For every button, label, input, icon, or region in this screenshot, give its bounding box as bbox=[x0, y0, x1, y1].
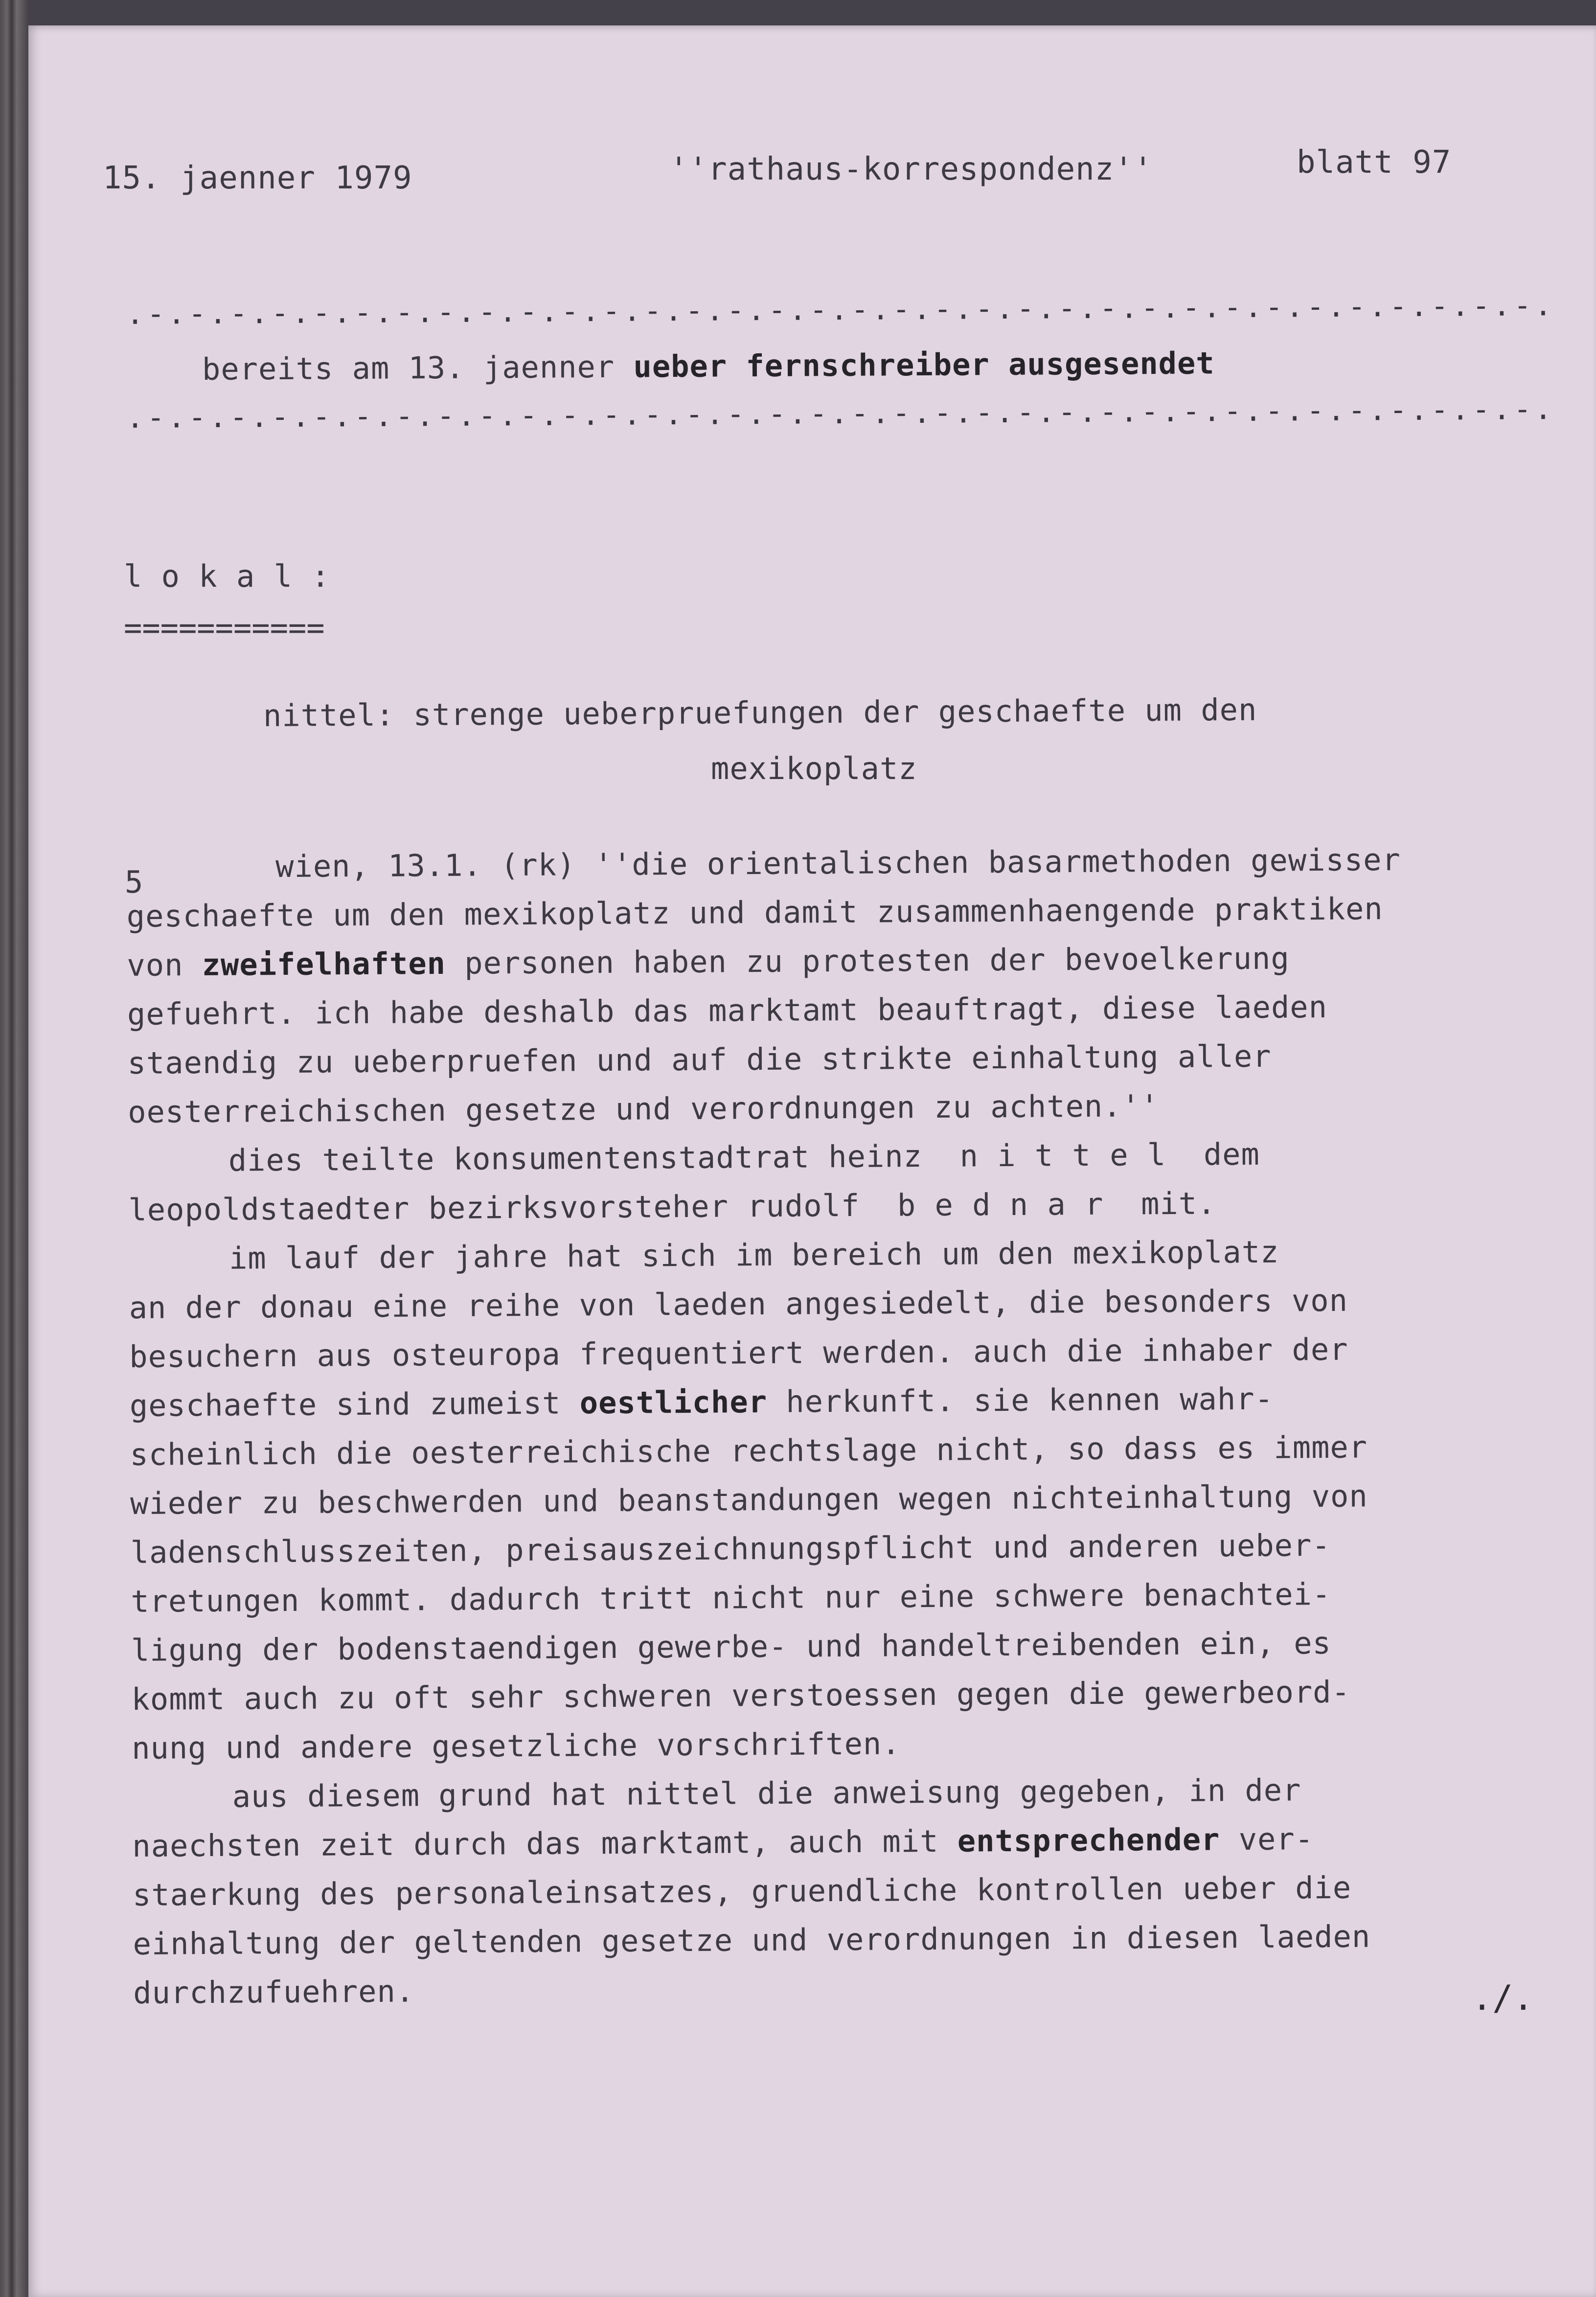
section-heading: l o k a l : bbox=[124, 558, 330, 594]
notice-text-bold: ueber fernschreiber ausgesendet bbox=[633, 345, 1215, 385]
body-line: staerkung des personaleinsatzes, gruendliche kontrollen ueber die bbox=[132, 1869, 1352, 1913]
body-line: leopoldstaedter bezirksvorsteher rudolf b e d n a r mit. bbox=[128, 1185, 1216, 1228]
body-text: geschaefte sind zumeist bbox=[129, 1385, 580, 1424]
body-line: an der donau eine reihe von laeden angesiedelt, die besonders von bbox=[129, 1282, 1348, 1326]
body-text: personen haben zu protesten der bevoelkerung bbox=[445, 940, 1290, 982]
body-text-bold: oestlicher bbox=[579, 1384, 768, 1421]
body-line: staendig zu ueberpruefen und auf die strikte einhaltung aller bbox=[127, 1038, 1272, 1081]
typewritten-page bbox=[28, 25, 1596, 2297]
body-line: wien, 13.1. (rk) ''die orientalischen basarmethoden gewisser bbox=[275, 842, 1401, 885]
body-line: tretungen kommt. dadurch tritt nicht nur eine schwere benachtei- bbox=[131, 1576, 1331, 1619]
body-line: ligung der bodenstaendigen gewerbe- und handeltreibenden ein, es bbox=[131, 1625, 1332, 1668]
header-date: 15. jaenner 1979 bbox=[103, 160, 412, 196]
article-headline-line1: nittel: strenge ueberpruefungen der geschaefte um den bbox=[263, 691, 1257, 734]
body-text-bold: zweifelhaften bbox=[202, 945, 446, 983]
header-title: ''rathaus-korrespondenz'' bbox=[669, 151, 1153, 187]
body-line: durchzufuehren. bbox=[133, 1973, 415, 2011]
body-line: im lauf der jahre hat sich im bereich um den mexikoplatz bbox=[228, 1234, 1279, 1276]
section-underline: =========== bbox=[124, 610, 325, 645]
notice-rule-top: .-.-.-.-.-.-.-.-.-.-.-.-.-.-.-.-.-.-.-.-.-.-.-.-.-.-.-.-.-.-.-.-.-.-. bbox=[126, 288, 1555, 331]
article-body bbox=[126, 844, 1577, 2076]
body-text: herkunft. sie kennen wahr- bbox=[767, 1380, 1274, 1420]
body-text: von bbox=[127, 947, 202, 983]
margin-line-number: 5 bbox=[125, 864, 144, 900]
body-line: oesterreichischen gesetze und verordnungen zu achten.'' bbox=[128, 1088, 1160, 1130]
body-line: einhaltung der geltenden gesetze und verordnungen in diesen laeden bbox=[133, 1918, 1371, 1962]
body-line: aus diesem grund hat nittel die anweisung gegeben, in der bbox=[232, 1772, 1301, 1815]
body-text-bold: entsprechender bbox=[957, 1821, 1220, 1859]
body-line: kommt auch zu oft sehr schweren verstoessen gegen die gewerbeord- bbox=[131, 1674, 1351, 1717]
body-text: naechsten zeit durch das marktamt, auch mit bbox=[132, 1823, 958, 1864]
body-line: besuchern aus osteuropa frequentiert werden. auch die inhaber der bbox=[129, 1331, 1348, 1375]
body-line: wieder zu beschwerden und beanstandungen wegen nichteinhaltung von bbox=[130, 1478, 1368, 1521]
notice-rule-bottom: .-.-.-.-.-.-.-.-.-.-.-.-.-.-.-.-.-.-.-.-.-.-.-.-.-.-.-.-.-.-.-.-.-.-. bbox=[126, 392, 1555, 435]
notice-text-prefix: bereits am 13. jaenner bbox=[202, 348, 634, 387]
notice-text bbox=[202, 345, 1215, 387]
article-headline-line2: mexikoplatz bbox=[711, 751, 917, 786]
body-line: dies teilte konsumentenstadtrat heinz n i t t e l dem bbox=[228, 1136, 1260, 1178]
body-line bbox=[129, 1380, 1274, 1424]
body-line: gefuehrt. ich habe deshalb das marktamt beauftragt, diese laeden bbox=[127, 989, 1328, 1032]
body-line bbox=[132, 1821, 1314, 1864]
header-sheet-number: blatt 97 bbox=[1297, 144, 1452, 181]
body-text: ver- bbox=[1220, 1821, 1314, 1858]
body-line: geschaefte um den mexikoplatz und damit zusammenhaengende praktiken bbox=[126, 891, 1383, 934]
continuation-mark: ./. bbox=[1472, 1978, 1534, 2018]
body-line: nung und andere gesetzliche vorschriften. bbox=[131, 1725, 901, 1766]
body-line: ladenschlusszeiten, preisauszeichnungspflicht und anderen ueber- bbox=[130, 1527, 1331, 1570]
body-line: scheinlich die oesterreichische rechtslage nicht, so dass es immer bbox=[130, 1429, 1368, 1472]
body-line bbox=[127, 940, 1290, 983]
